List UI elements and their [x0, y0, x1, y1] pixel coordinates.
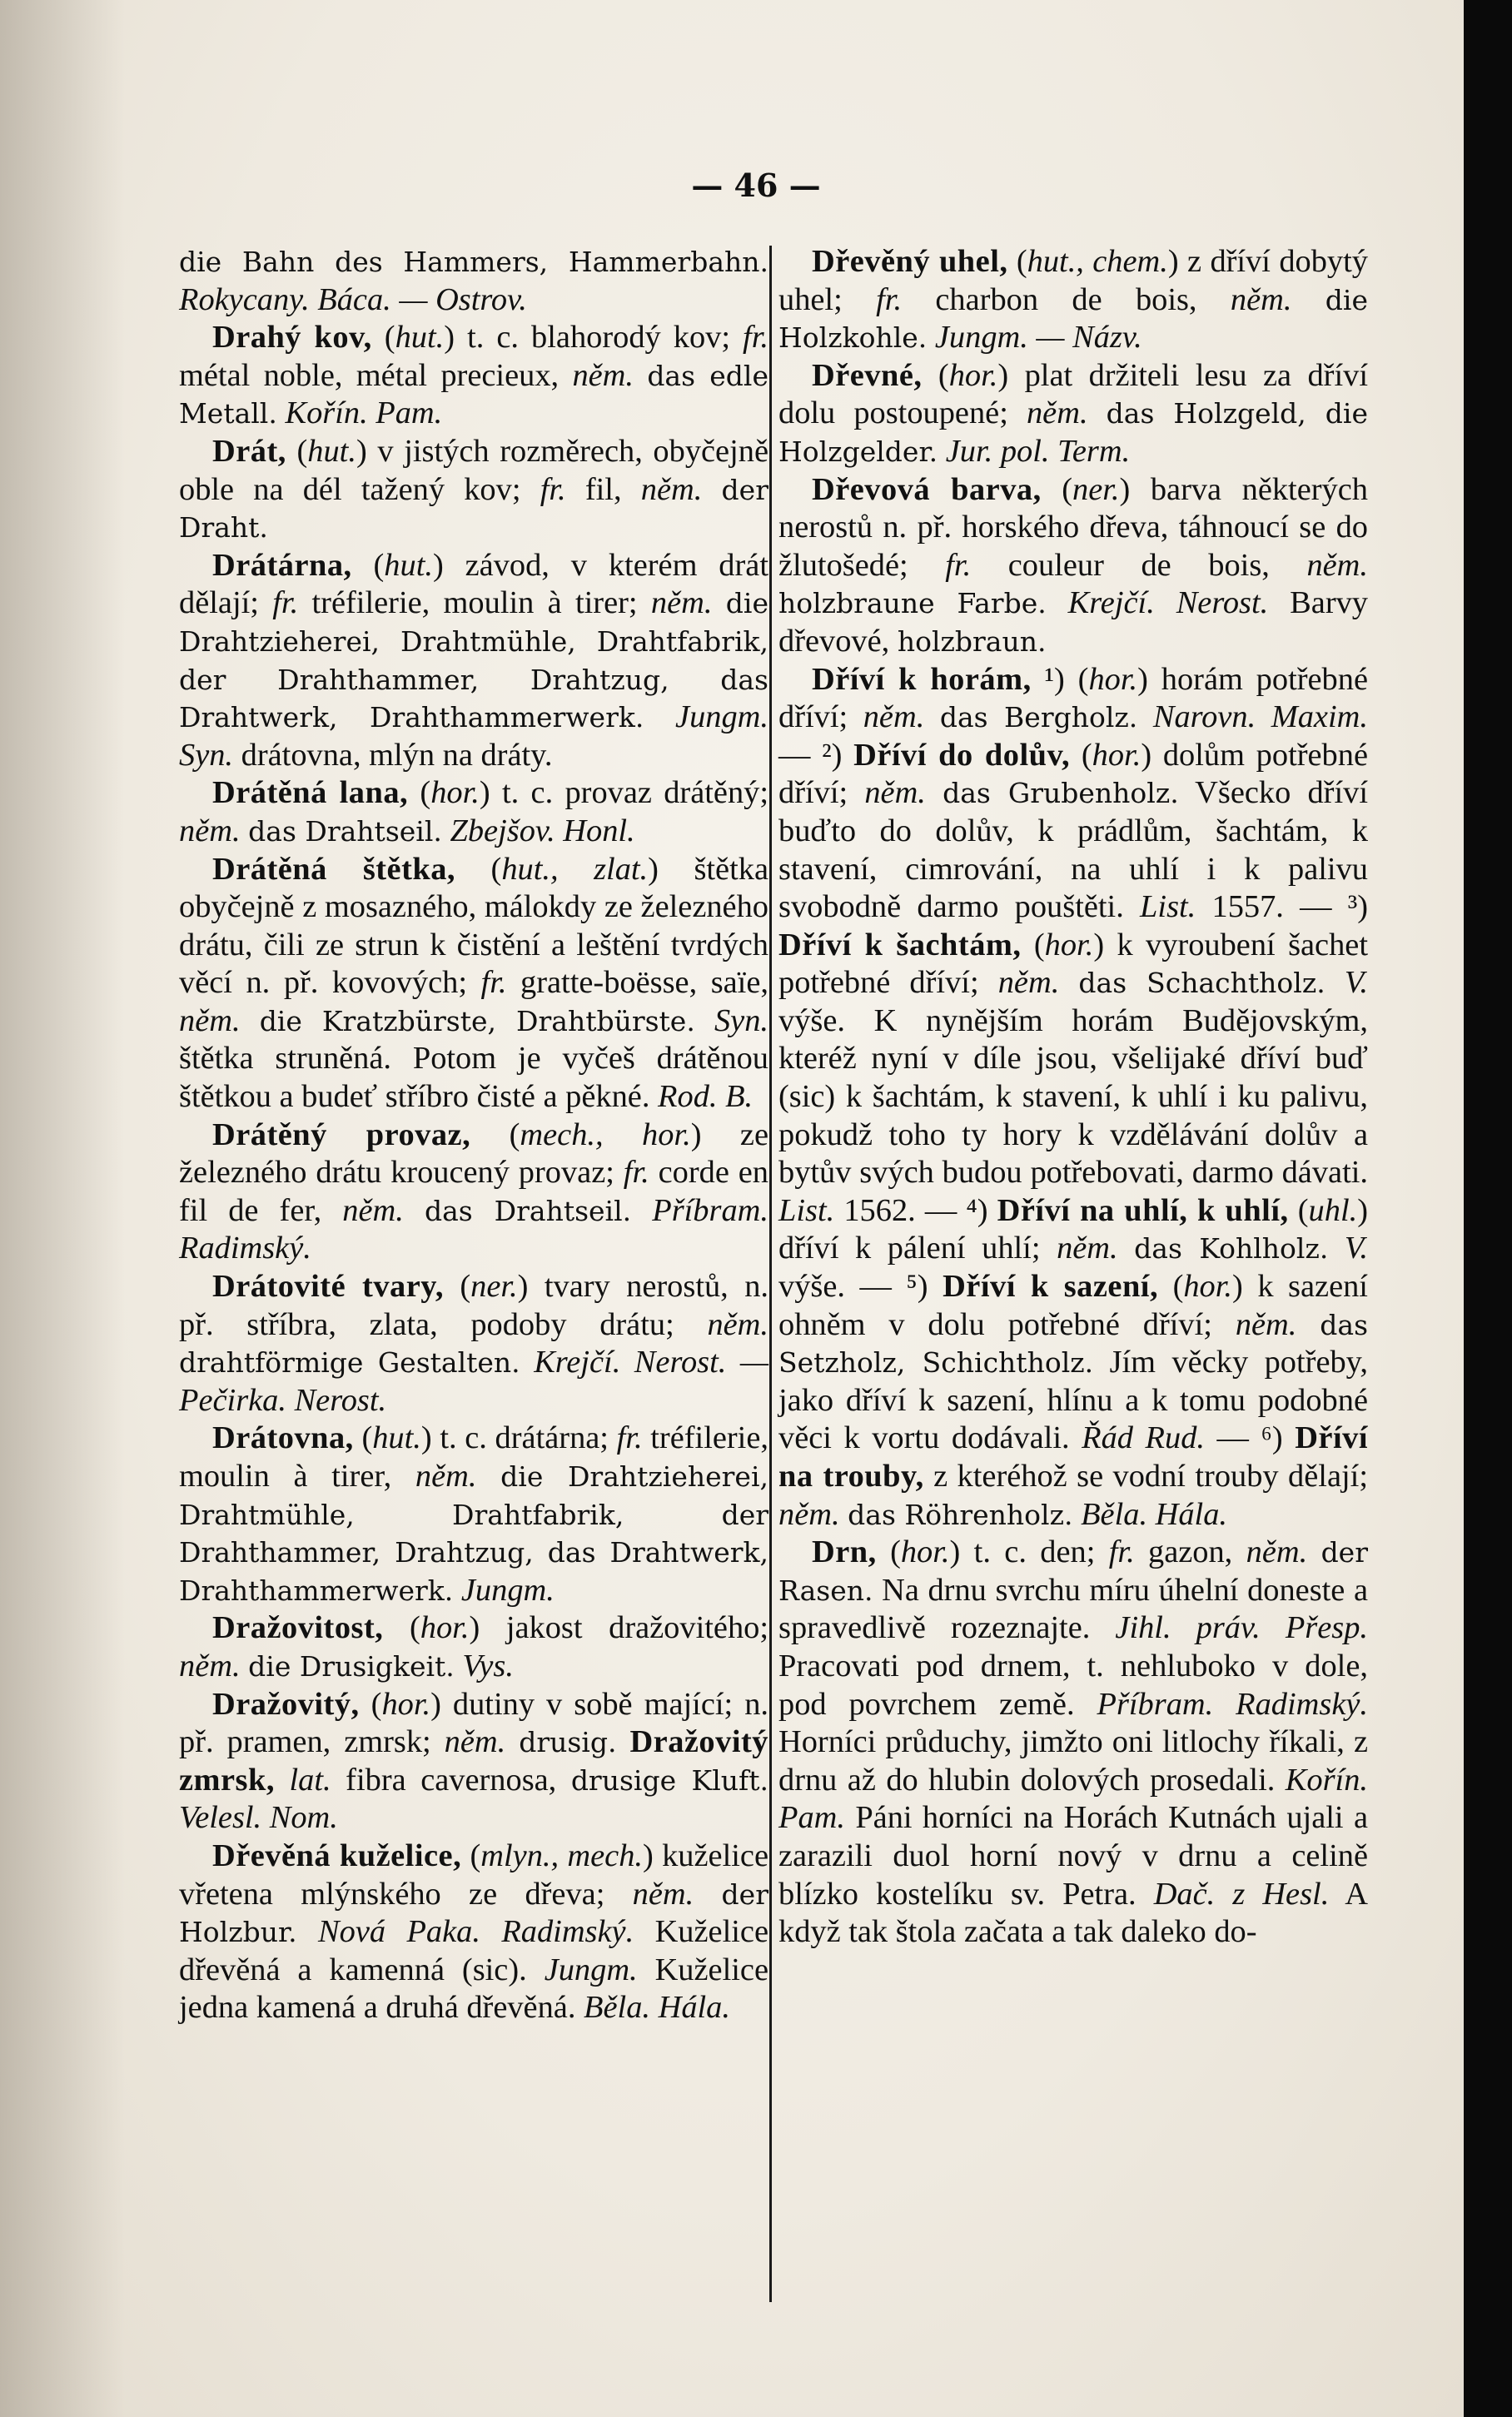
entry-text [1047, 585, 1068, 620]
page-number: — 46 — [691, 167, 821, 204]
entry-text: výše. — ⁵) [778, 1269, 943, 1305]
entry-text: ) t. c. drátárna; [420, 1420, 617, 1456]
entry-text: gratte-boësse, saïe, [506, 965, 768, 1001]
entry-headword: Dřevěný uhel, [812, 244, 1008, 279]
entry-text [1296, 1307, 1320, 1342]
entry-text: ( [286, 433, 308, 469]
entry-italic: Příbram. Radimský. [1097, 1686, 1368, 1722]
entry-text: Kuželice jedna kamená a druhá dřevěná. [179, 1952, 768, 2026]
entry-text [1325, 965, 1345, 1000]
dictionary-entry [778, 357, 1368, 471]
entry-text [404, 1193, 425, 1228]
entry-text: ( [922, 357, 949, 393]
entry-italic: Dač. z Hesl. [1153, 1876, 1330, 1912]
dictionary-entry [179, 1609, 768, 1685]
entry-italic: Krejčí. Nerost. — Pečirka. Nerost. [179, 1345, 768, 1418]
entry-headword: Dražovitý zmrsk, [179, 1724, 768, 1798]
entry-italic: fr. [480, 965, 507, 1001]
entry-italic: mlyn., mech. [480, 1838, 644, 1873]
entry-text [241, 1649, 249, 1683]
entry-headword: Dříví na uhlí, k uhlí, [997, 1192, 1289, 1228]
entry-headword: Drn, [812, 1534, 877, 1570]
entry-text: ) dutiny v sobě mající; n. př. pramen, zmrsk; [179, 1686, 768, 1760]
entry-text [1328, 1231, 1345, 1266]
entry-italic: hut. [384, 547, 433, 583]
entry-text: ) dříví k pálení uhlí; [778, 1192, 1368, 1266]
entry-text: ¹) ( [1031, 661, 1089, 697]
entry-text: — ⁶) [1204, 1420, 1296, 1456]
dictionary-entry [179, 1838, 768, 2027]
entry-text [695, 1003, 714, 1038]
entry-text [520, 1345, 535, 1380]
entry-italic: ner. [470, 1269, 518, 1305]
entry-text: tréfilerie, moulin à tirer, [179, 1420, 768, 1494]
entry-italic: lat. [289, 1762, 331, 1798]
entry-german: das Drahtseil. [248, 814, 442, 848]
entry-italic: něm. [1026, 395, 1088, 431]
entry-italic: hut., zlat. [501, 851, 649, 887]
entry-german: der Holzbur. [179, 1877, 768, 1949]
left-column [179, 243, 768, 2027]
entry-text [1072, 1497, 1081, 1532]
entry-italic: hor. [1183, 1269, 1233, 1305]
entry-italic: Nová Paka. Radimský. [318, 1914, 634, 1950]
entry-text: ( [1007, 244, 1027, 279]
entry-italic: fr. [623, 1155, 649, 1191]
entry-text: ( [1041, 471, 1072, 507]
entry-italic: hor. [1044, 927, 1094, 962]
entry-italic: Rokycany. Báca. — Ostrov. [179, 281, 527, 317]
entry-text: ) štětka obyčejně z mosazného, málokdy ze železného drátu, čili ze strun k čistění a leštění tvrdých věcí n. př. kovových; [179, 851, 768, 1001]
entry-text [924, 699, 940, 734]
entry-italic: něm. [415, 1459, 477, 1494]
entry-italic: něm. [444, 1724, 506, 1760]
entry-german: die Drusigkeit. [248, 1649, 455, 1683]
entry-text [840, 1497, 848, 1532]
dictionary-entry [179, 1420, 768, 1609]
dictionary-entry [179, 547, 768, 775]
entry-text: ( [1021, 927, 1045, 962]
entry-text: ( [455, 851, 502, 887]
entry-italic: fr. [1108, 1534, 1135, 1570]
entry-italic: Běla. Hála. [1081, 1496, 1228, 1532]
entry-text: ) t. c. den; [949, 1534, 1109, 1570]
entry-italic: hor. [1092, 737, 1141, 773]
entry-italic: Narovn. Maxim. [1152, 699, 1368, 735]
entry-text [275, 1763, 290, 1798]
entry-headword: Dříví k horám, [812, 661, 1032, 697]
entry-text: ( [443, 1269, 471, 1305]
entry-text: výše. K nynějším horám Budějovským, kteréž nyní v díle jsou, všelijaké dříví buď (sic) k šachtám, k stavení, k uhlí i ku palivu, pokudž toho ty hory k vzdělávání dolův a bytův svých budou potřebovati, darmo dávati. [778, 1002, 1368, 1191]
entry-headword: Drátěná štětka, [212, 851, 456, 887]
entry-text: A když tak štola začata a tak daleko do- [778, 1876, 1368, 1950]
entry-italic: Běla. Hála. [584, 1990, 730, 2026]
entry-text: ( [1070, 737, 1092, 773]
entry-text: 1562. — ⁴) [834, 1192, 997, 1228]
entry-italic: V. [1344, 965, 1368, 1001]
entry-text: ( [1158, 1269, 1184, 1305]
entry-text: ) plat držiteli lesu za dříví dolu postoupené; [778, 357, 1368, 431]
entry-text: ( [383, 1610, 420, 1646]
entry-headword: Dříví k šachtám, [778, 927, 1022, 962]
entry-italic: něm. [997, 965, 1060, 1001]
entry-headword: Drátěná lana, [212, 775, 409, 811]
entry-text: ( [408, 775, 431, 811]
entry-italic: Řád Rud. [1082, 1420, 1205, 1456]
entry-italic: Jungm. Syn. [179, 699, 768, 773]
entry-text: Horníci průduchy, jimžto oni litlochy říkali, z drnu až do hlubin dolových prosedali. [778, 1724, 1368, 1798]
entry-italic: něm. [864, 775, 926, 811]
entry-german: die Kratzbürste, Drahtbürste. [259, 1004, 695, 1037]
entry-german: das Bergholz. [939, 701, 1138, 734]
entry-text: ) horám potřebné dříví; [778, 661, 1368, 735]
entry-german: drusige Kluft. [570, 1763, 768, 1797]
entry-text: ) v jistých rozměrech, obyčejně oble na dél tažený kov; [179, 433, 768, 507]
entry-text: Jím věcky potřeby, jako dříví k sazení, hlínu a k tomu podobné věci k vortu dodávali. [778, 1345, 1368, 1456]
dictionary-entry [778, 1534, 1368, 1952]
entry-text: ( [351, 547, 385, 583]
dictionary-entry [179, 851, 768, 1116]
entry-headword: Dříví do dolův, [853, 737, 1071, 773]
entry-german: holzbraune Farbe. [778, 587, 1047, 620]
entry-italic: Kořín. Pam. [778, 1762, 1368, 1836]
entry-italic: mech., hor. [520, 1116, 691, 1152]
dictionary-entry [778, 243, 1368, 357]
entry-text [634, 358, 647, 393]
entry-italic: něm. [1306, 547, 1368, 583]
entry-german: die Holzkohle. [778, 283, 1368, 355]
entry-text [241, 813, 249, 848]
entry-german: der Rasen. [778, 1536, 1368, 1607]
entry-italic: něm. [1246, 1534, 1308, 1570]
entry-text [505, 1724, 519, 1759]
entry-headword: Drahý kov, [212, 320, 372, 356]
entry-italic: fr. [272, 585, 299, 621]
entry-italic: Rod. B. [658, 1079, 754, 1115]
entry-text: ) z dříví dobytý uhel; [778, 244, 1368, 317]
entry-italic: fr. [616, 1420, 643, 1456]
entry-headword: Dražovitý, [212, 1686, 360, 1722]
entry-italic: fr. [540, 471, 566, 507]
entry-headword: Drátovna, [212, 1420, 354, 1456]
entry-text: štětka struněná. Potom je vyčeš drátěnou štětkou a budeť stříbro čisté a pěkné. [179, 1041, 768, 1115]
dictionary-entry [179, 243, 768, 319]
entry-italic: něm. [1230, 281, 1292, 317]
entry-italic: něm. [342, 1192, 404, 1228]
entry-italic: hor. [420, 1610, 470, 1646]
entry-text: tréfilerie, moulin à tirer; [298, 585, 651, 621]
entry-italic: něm. [1235, 1306, 1297, 1342]
entry-italic: Kořín. Pam. [285, 395, 443, 431]
entry-text: ) jakost dražovitého; [469, 1610, 768, 1646]
entry-italic: něm. [707, 1306, 768, 1342]
dictionary-entry [179, 774, 768, 850]
entry-text: Barvy dřevové, [778, 585, 1368, 659]
entry-german: die Drahtzieherei, Drahtmühle, Drahtfabrik, der Drahthammer, Drahtzug, das Drahtwerk, Drahthammerwerk. [179, 1460, 768, 1607]
entry-text: ) t. c. blahorodý kov; [444, 320, 744, 356]
entry-text [644, 699, 675, 734]
right-column [778, 243, 1368, 1952]
entry-text [694, 1877, 721, 1912]
dictionary-entry [179, 433, 768, 547]
entry-german: holzbraun. [897, 624, 1047, 658]
entry-italic: něm. [179, 813, 241, 848]
entry-text [455, 1649, 463, 1683]
entry-italic: něm. [632, 1876, 694, 1912]
entry-text: ) závod, v kterém drát dělají; [179, 547, 768, 621]
entry-text: ( [359, 1686, 382, 1722]
entry-italic: V. [1344, 1231, 1368, 1266]
entry-italic: něm. [179, 1648, 241, 1683]
entry-text: Kuželice dřevěná a kamenná (sic). [179, 1914, 768, 1987]
entry-german: der Draht. [179, 473, 768, 545]
entry-italic: List. [778, 1192, 835, 1228]
entry-text: ( [461, 1838, 481, 1873]
entry-text: métal noble, métal precieux, [179, 357, 573, 393]
entry-text: ) kuželice vřetena mlýnského ze dřeva; [179, 1838, 768, 1912]
entry-text: fil, [565, 471, 641, 507]
entry-headword: Drátěný provaz, [212, 1116, 471, 1152]
entry-italic: hor. [948, 357, 998, 393]
entry-text [297, 1914, 318, 1949]
entry-italic: Jungm. [460, 1572, 555, 1608]
entry-text: — ²) [778, 737, 854, 773]
entry-italic: uhl. [1308, 1192, 1358, 1228]
entry-text: couleur de bois, [971, 547, 1307, 583]
entry-text: ) barva některých nerostů n. př. horského dřeva, táhnoucí se do žlutošedé; [778, 471, 1368, 583]
entry-text [631, 1193, 652, 1228]
entry-italic: hor. [1088, 661, 1138, 697]
entry-headword: Dřevová barva, [812, 471, 1042, 507]
entry-german: drahtförmige Gestalten. [179, 1346, 520, 1380]
entry-text: charbon de bois, [902, 281, 1231, 317]
entry-german: das Schachtholz. [1078, 967, 1325, 1000]
entry-italic: hut. [372, 1420, 421, 1456]
entry-german: das edle Metall. [179, 359, 768, 430]
entry-italic: Příbram. Radimský. [179, 1192, 768, 1266]
entry-italic: List. [1140, 889, 1196, 925]
dictionary-entry [778, 661, 1368, 1534]
entry-headword: Drát, [212, 433, 286, 469]
entry-text: ) ze železného drátu kroucený provaz; [179, 1116, 768, 1191]
entry-headword: Drátovité tvary, [212, 1269, 444, 1305]
entry-italic: Jungm. — Názv. [934, 320, 1142, 356]
entry-italic: fr. [945, 547, 972, 583]
entry-german: das Grubenholz. [943, 777, 1179, 810]
entry-headword: Dřevěná kuželice, [212, 1838, 462, 1873]
entry-text: ) dolům potřebné dříví; [778, 737, 1368, 811]
entry-text [476, 1459, 500, 1494]
entry-text: 1557. — ³) [1196, 889, 1368, 925]
entry-text [1088, 395, 1107, 430]
entry-text: ( [470, 1116, 520, 1152]
entry-text [1059, 965, 1078, 1000]
entry-german: die Bahn des Hammers, Hammerbahn. [179, 246, 768, 278]
entry-italic: hut. [307, 433, 356, 469]
entry-text: ) t. c. provaz drátěný; [479, 775, 768, 811]
entry-italic: Jungm. [544, 1952, 638, 1987]
scan-edge [1464, 0, 1512, 2417]
entry-text: z kteréhož se vodní trouby dělají; [923, 1459, 1368, 1494]
dictionary-entry [179, 1116, 768, 1268]
entry-german: drusig. [519, 1726, 617, 1759]
entry-text: Na drnu svrchu míru úhelní doneste a spravedlivě rozeznajte. [778, 1572, 1368, 1646]
entry-german: das Setzholz, Schichtholz. [778, 1308, 1368, 1380]
entry-italic: fr. [743, 320, 768, 356]
binding-shadow [0, 0, 125, 2417]
dictionary-entry [778, 471, 1368, 661]
entry-german: das Holzgeld, die Holzgelder. [778, 397, 1368, 468]
entry-text [1291, 282, 1325, 317]
dictionary-entry [179, 319, 768, 433]
dictionary-entry [179, 1686, 768, 1838]
entry-italic: něm. [650, 585, 713, 621]
entry-text: ( [1288, 1192, 1309, 1228]
entry-text [241, 1003, 260, 1038]
entry-text: ( [353, 1420, 373, 1456]
entry-headword: Drátárna, [212, 547, 352, 583]
entry-italic: Krejčí. Nerost. [1067, 585, 1269, 621]
column-divider [769, 246, 772, 2302]
dictionary-entry [179, 1268, 768, 1420]
entry-headword: Dřevné, [812, 357, 923, 393]
entry-italic: něm. [179, 1002, 241, 1038]
entry-text: corde en fil de fer, [179, 1155, 768, 1228]
entry-italic: Jur. pol. Term. [945, 433, 1131, 469]
entry-italic: Zbejšov. Honl. [450, 813, 635, 848]
entry-text: ( [876, 1534, 901, 1570]
entry-italic: něm. [778, 1496, 840, 1532]
entry-text [442, 813, 450, 848]
entry-text [1307, 1534, 1321, 1569]
entry-italic: fr. [876, 281, 903, 317]
entry-headword: Dražovitost, [212, 1610, 384, 1646]
entry-text: fibra cavernosa, [331, 1762, 571, 1798]
entry-italic: něm. [572, 357, 634, 393]
entry-italic: hor. [381, 1686, 431, 1722]
entry-text [926, 775, 943, 810]
entry-german: das Kohlholz. [1134, 1232, 1329, 1266]
entry-italic: něm. [640, 471, 703, 507]
entry-text [453, 1573, 461, 1608]
entry-italic: Vys. [462, 1648, 514, 1683]
entry-text: drátovna, mlýn na dráty. [233, 737, 553, 773]
entry-headword: Dříví k sazení, [943, 1269, 1159, 1305]
entry-text [927, 320, 935, 355]
entry-italic: Jihl. práv. Přesp. [1115, 1610, 1368, 1646]
entry-german: das Röhrenholz. [848, 1498, 1073, 1531]
entry-german: die Drahtzieherei, Drahtmühle, Drahtfabrik, der Drahthammer, Drahtzug, das Drahtwerk, Drahthammerwerk. [179, 587, 768, 734]
entry-text [702, 472, 721, 507]
entry-italic: Syn. [714, 1002, 768, 1038]
entry-text: Pracovati pod drnem, t. nehluboko v dole, pod povrchem země. [778, 1648, 1368, 1722]
entry-text: gazon, [1134, 1534, 1246, 1570]
entry-text: ) tvary nerostů, n. př. stříbra, zlata, podoby drátu; [179, 1269, 768, 1342]
entry-text [616, 1724, 629, 1759]
entry-italic: Velesl. Nom. [179, 1800, 338, 1836]
entry-text: Všecko dříví buďto do dolův, k prádlům, šachtám, k stavení, cimrování, na uhlí i k palivu svobodně darmo pouštěti. [778, 775, 1368, 925]
entry-text: ( [371, 320, 395, 356]
entry-german: das Drahtseil. [424, 1194, 632, 1227]
entry-text [712, 585, 725, 620]
entry-text: ) k sazení ohněm v dolu potřebné dříví; [778, 1269, 1368, 1342]
entry-text [938, 434, 946, 469]
entry-text [1118, 1231, 1135, 1266]
entry-italic: ner. [1072, 471, 1120, 507]
entry-italic: něm. [1057, 1231, 1118, 1266]
entry-italic: hut. [395, 320, 445, 356]
entry-italic: něm. [863, 699, 925, 735]
entry-italic: hor. [430, 775, 480, 811]
entry-text: ) k vyroubení šachet potřebné dříví; [778, 927, 1368, 1001]
entry-text: Páni horníci na Horách Kutnách ujali a zarazili duol horní nový v drnu a celině blízko kostelíku sv. Petra. [778, 1800, 1368, 1912]
entry-italic: hut., chem. [1027, 244, 1168, 279]
entry-italic: hor. [900, 1534, 950, 1570]
entry-text [1137, 699, 1153, 734]
entry-headword: Dříví na trouby, [778, 1420, 1368, 1494]
